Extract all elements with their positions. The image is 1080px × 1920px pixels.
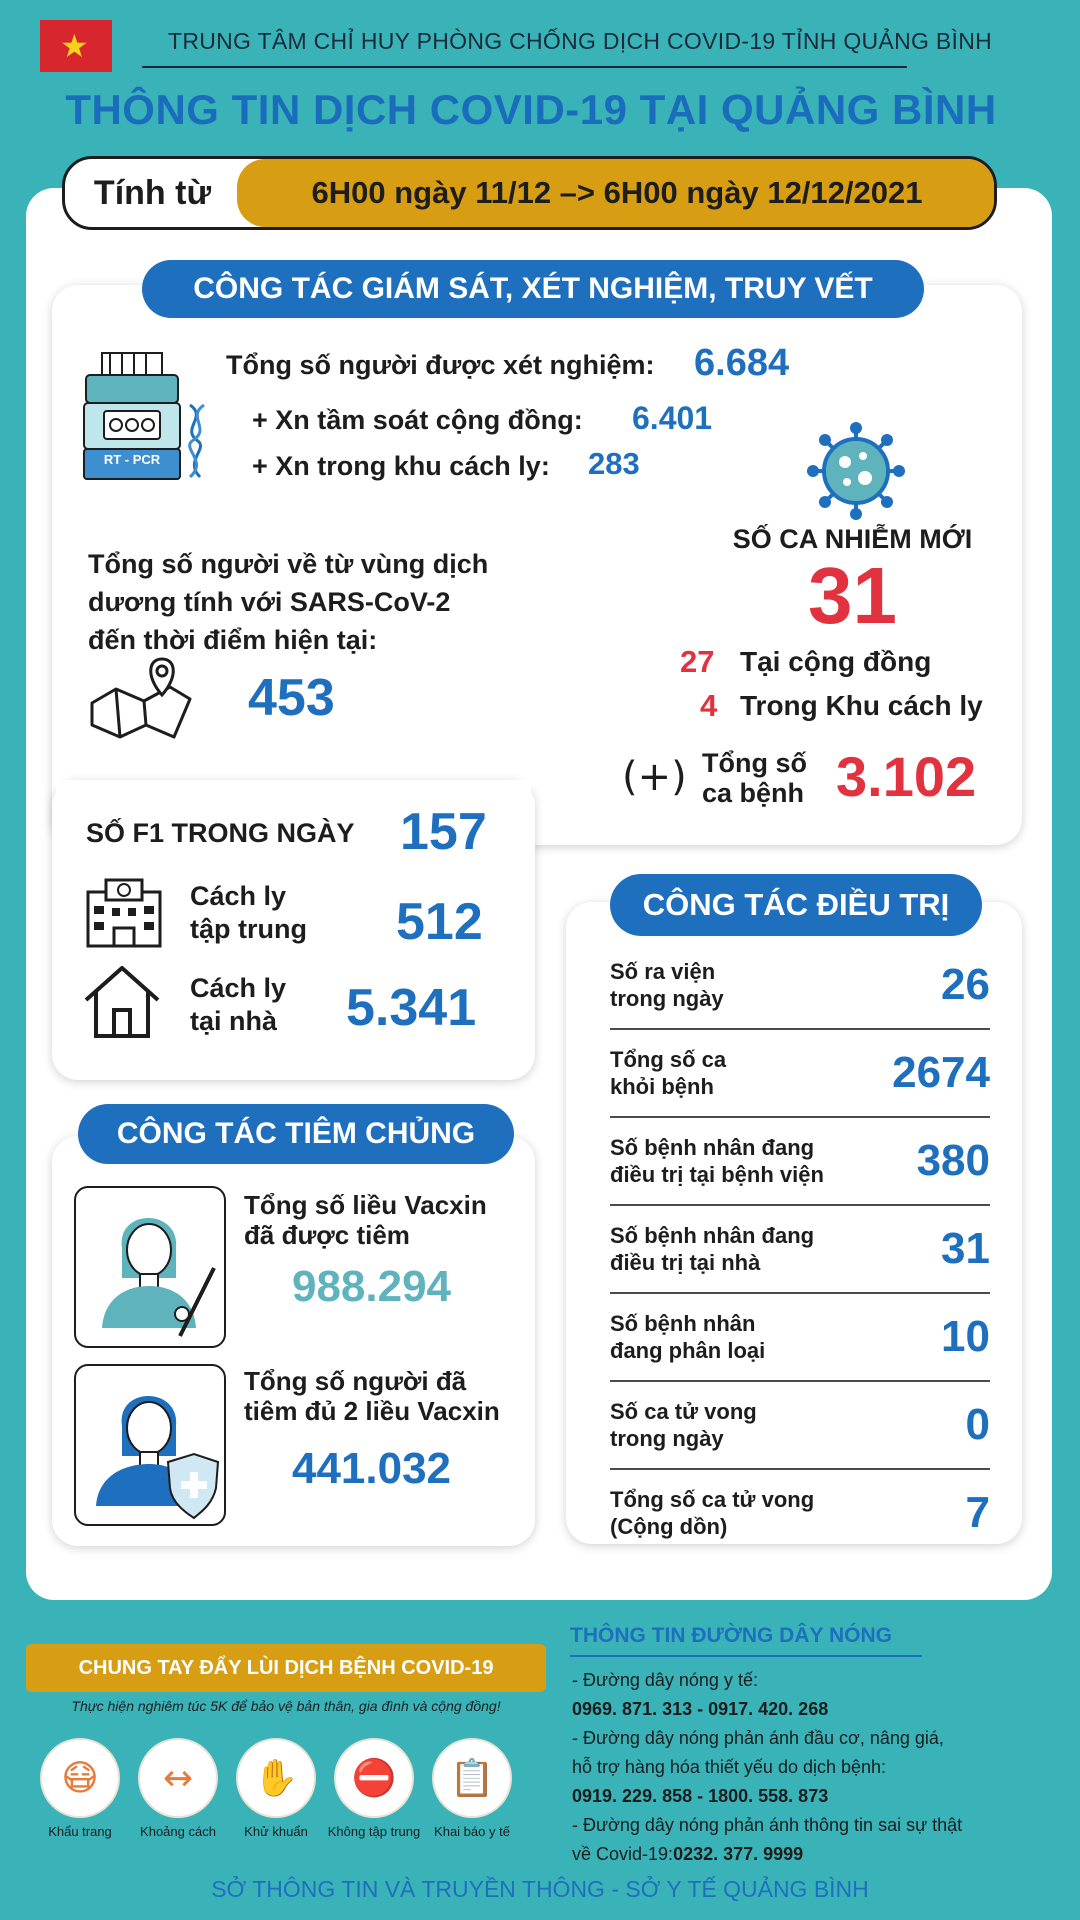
- label-line: tiêm đủ 2 liều Vacxin: [244, 1396, 500, 1426]
- treatment-row: [610, 1384, 990, 1472]
- row-divider: [610, 1380, 990, 1382]
- vaccination-heading: CÔNG TÁC TIÊM CHỦNG: [78, 1104, 514, 1164]
- quarantine-cases-label: Trong Khu cách ly: [740, 690, 983, 721]
- quarantine-test-label: + Xn trong khu cách ly:: [252, 451, 550, 481]
- hotline-number[interactable]: 0919. 229. 858 - 1800. 558. 873: [572, 1786, 829, 1806]
- total-cases-label: [702, 748, 807, 808]
- campaign-banner: CHUNG TAY ĐẨY LÙI DỊCH BỆNH COVID-19: [26, 1644, 546, 1692]
- label-line: điều trị tại bệnh viện: [610, 1162, 824, 1187]
- treatment-row: [610, 1208, 990, 1296]
- label-line: Số ca tử vong: [610, 1399, 757, 1424]
- hotline-number[interactable]: 0232. 377. 9999: [673, 1844, 804, 1864]
- treatment-row: [610, 1472, 990, 1560]
- treatment-row-label: [610, 1134, 824, 1188]
- five-k-label: Khử khuẩn: [244, 1824, 308, 1839]
- pcr-label: RT - PCR: [103, 452, 161, 467]
- label-line: Số bệnh nhân đang: [610, 1135, 815, 1160]
- treatment-row: [610, 1120, 990, 1208]
- tested-total-value: 6.684: [694, 342, 790, 384]
- treatment-row: [610, 1032, 990, 1120]
- treatment-row-label: [610, 1310, 765, 1364]
- returnees-line: dương tính với SARS-CoV-2: [88, 587, 451, 617]
- new-cases-label: SỐ CA NHIỄM MỚI: [732, 524, 973, 554]
- treatment-row: [610, 1296, 990, 1384]
- home-quarantine-value: 5.341: [346, 979, 477, 1037]
- quarantine-cases-value: 4: [700, 688, 718, 723]
- treatment-row: [610, 944, 990, 1032]
- hotline-divider: [570, 1655, 922, 1657]
- tested-total-label: Tổng số người được xét nghiệm:: [226, 350, 655, 380]
- label-line: đã được tiêm: [244, 1220, 410, 1250]
- health-declaration-icon: 📋: [432, 1738, 512, 1818]
- hotline-text: về Covid-19:: [572, 1844, 674, 1864]
- label-line: Cách ly: [190, 881, 287, 911]
- community-test-label: + Xn tầm soát cộng đồng:: [252, 405, 583, 435]
- distance-icon: ↔: [138, 1738, 218, 1818]
- returnees-value: 453: [248, 669, 335, 727]
- hotline-list: [572, 1666, 1052, 1869]
- label-line: Tổng số: [702, 748, 807, 778]
- hotline-number[interactable]: 0969. 871. 313 - 0917. 420. 268: [572, 1699, 829, 1719]
- house-icon: [82, 962, 162, 1040]
- treatment-row-value: 26: [941, 960, 990, 1009]
- label-line: trong ngày: [610, 1426, 724, 1451]
- date-range: 6H00 ngày 11/12 –> 6H00 ngày 12/12/2021: [237, 159, 997, 227]
- 5k-icon-row: [20, 1738, 540, 1848]
- surveillance-heading: CÔNG TÁC GIÁM SÁT, XÉT NGHIỆM, TRUY VẾT: [142, 260, 924, 318]
- building-icon: [84, 878, 164, 948]
- bottom-credit: SỞ THÔNG TIN VÀ TRUYỀN THÔNG - SỞ Y TẾ QUẢNG BÌNH: [211, 1876, 869, 1902]
- quarantine-test-value: 283: [588, 446, 640, 481]
- label-line: khỏi bệnh: [610, 1074, 714, 1099]
- label-line: ca bệnh: [702, 778, 805, 808]
- label-line: Tổng số ca tử vong: [610, 1487, 815, 1512]
- mask-icon: 😷: [40, 1738, 120, 1818]
- treatment-row-value: 31: [941, 1224, 990, 1273]
- five-k-item: [412, 1738, 532, 1839]
- date-label: Tính từ: [93, 174, 212, 212]
- new-cases-value: 31: [808, 551, 897, 640]
- returnees-label: [88, 545, 488, 659]
- full-dose-value: 441.032: [291, 1444, 452, 1493]
- date-range-bar: [62, 156, 997, 230]
- row-divider: [610, 1028, 990, 1030]
- label-line: Số bệnh nhân đang: [610, 1223, 815, 1248]
- treatment-row-value: 0: [965, 1400, 990, 1449]
- central-quarantine-value: 512: [396, 893, 483, 951]
- five-k-label: Khoảng cách: [140, 1824, 216, 1839]
- treatment-row-label: [610, 1222, 814, 1276]
- hotline-text: - Đường dây nóng y tế:: [572, 1670, 758, 1690]
- map-pin-icon: [86, 655, 196, 741]
- f1-value: 157: [400, 803, 487, 861]
- doses-label: [244, 1190, 487, 1250]
- five-k-label: Khẩu trang: [48, 1824, 112, 1839]
- row-divider: [610, 1292, 990, 1294]
- vietnam-flag-icon: ★: [40, 20, 112, 72]
- five-k-label: Không tập trung: [327, 1824, 421, 1839]
- treatment-row-label: [610, 958, 724, 1012]
- treatment-row-label: [610, 1398, 757, 1452]
- hotline-title: THÔNG TIN ĐƯỜNG DÂY NÓNG: [570, 1624, 892, 1647]
- label-line: Cách ly: [190, 973, 287, 1003]
- label-line: Tổng số liều Vacxin: [244, 1190, 487, 1220]
- label-line: tại nhà: [190, 1006, 278, 1036]
- label-line: trong ngày: [610, 986, 724, 1011]
- label-line: Số ra viện: [610, 959, 716, 984]
- treatment-row-value: 380: [916, 1136, 990, 1185]
- campaign-subtitle: Thực hiện nghiêm túc 5K để bảo vệ bản thân, gia đình và cộng đồng!: [71, 1698, 501, 1714]
- plus-icon: (+): [622, 754, 687, 800]
- label-line: tập trung: [190, 914, 307, 944]
- community-cases-label: Tại cộng đồng: [740, 646, 932, 677]
- returnees-line: đến thời điểm hiện tại:: [88, 625, 378, 655]
- treatment-row-value: 2674: [892, 1048, 990, 1097]
- treatment-row-label: [610, 1486, 814, 1540]
- label-line: đang phân loại: [610, 1338, 766, 1363]
- label-line: (Cộng dồn): [610, 1514, 728, 1539]
- f1-label: SỐ F1 TRONG NGÀY: [86, 818, 355, 848]
- no-gathering-icon: ⛔: [334, 1738, 414, 1818]
- total-cases-value: 3.102: [836, 745, 977, 808]
- organization-name: TRUNG TÂM CHỈ HUY PHÒNG CHỐNG DỊCH COVID-19 TỈNH QUẢNG BÌNH: [167, 28, 993, 54]
- row-divider: [610, 1204, 990, 1206]
- community-test-value: 6.401: [632, 400, 713, 436]
- returnees-line: Tổng số người về từ vùng dịch: [88, 549, 489, 579]
- treatment-row-label: [610, 1046, 726, 1100]
- label-line: Số bệnh nhân: [610, 1311, 756, 1336]
- full-dose-label: [244, 1366, 500, 1426]
- handwash-icon: ✋: [236, 1738, 316, 1818]
- hotline-text: - Đường dây nóng phản ánh thông tin sai sự thật: [572, 1815, 963, 1835]
- hotline-text: hỗ trợ hàng hóa thiết yếu do dịch bệnh:: [572, 1757, 887, 1777]
- row-divider: [610, 1468, 990, 1470]
- divider: [142, 66, 907, 68]
- page-title: THÔNG TIN DỊCH COVID-19 TẠI QUẢNG BÌNH: [65, 86, 997, 133]
- treatment-row-value: 10: [941, 1312, 990, 1361]
- hotline-text: - Đường dây nóng phản ánh đầu cơ, nâng giá,: [572, 1728, 944, 1748]
- five-k-label: Khai báo y tế: [434, 1824, 510, 1839]
- doses-value: 988.294: [291, 1262, 452, 1311]
- community-cases-value: 27: [680, 644, 715, 679]
- treatment-heading: CÔNG TÁC ĐIỀU TRỊ: [610, 874, 982, 936]
- label-line: Tổng số ca: [610, 1047, 727, 1072]
- row-divider: [610, 1116, 990, 1118]
- label-line: Tổng số người đã: [244, 1366, 467, 1396]
- label-line: điều trị tại nhà: [610, 1250, 761, 1275]
- central-quarantine-label: [190, 880, 307, 946]
- virus-icon: [805, 420, 907, 522]
- doctor-avatar-icon: [74, 1186, 226, 1348]
- home-quarantine-label: [190, 972, 286, 1038]
- treatment-row-value: 7: [965, 1488, 990, 1537]
- shield-avatar-icon: [74, 1364, 226, 1526]
